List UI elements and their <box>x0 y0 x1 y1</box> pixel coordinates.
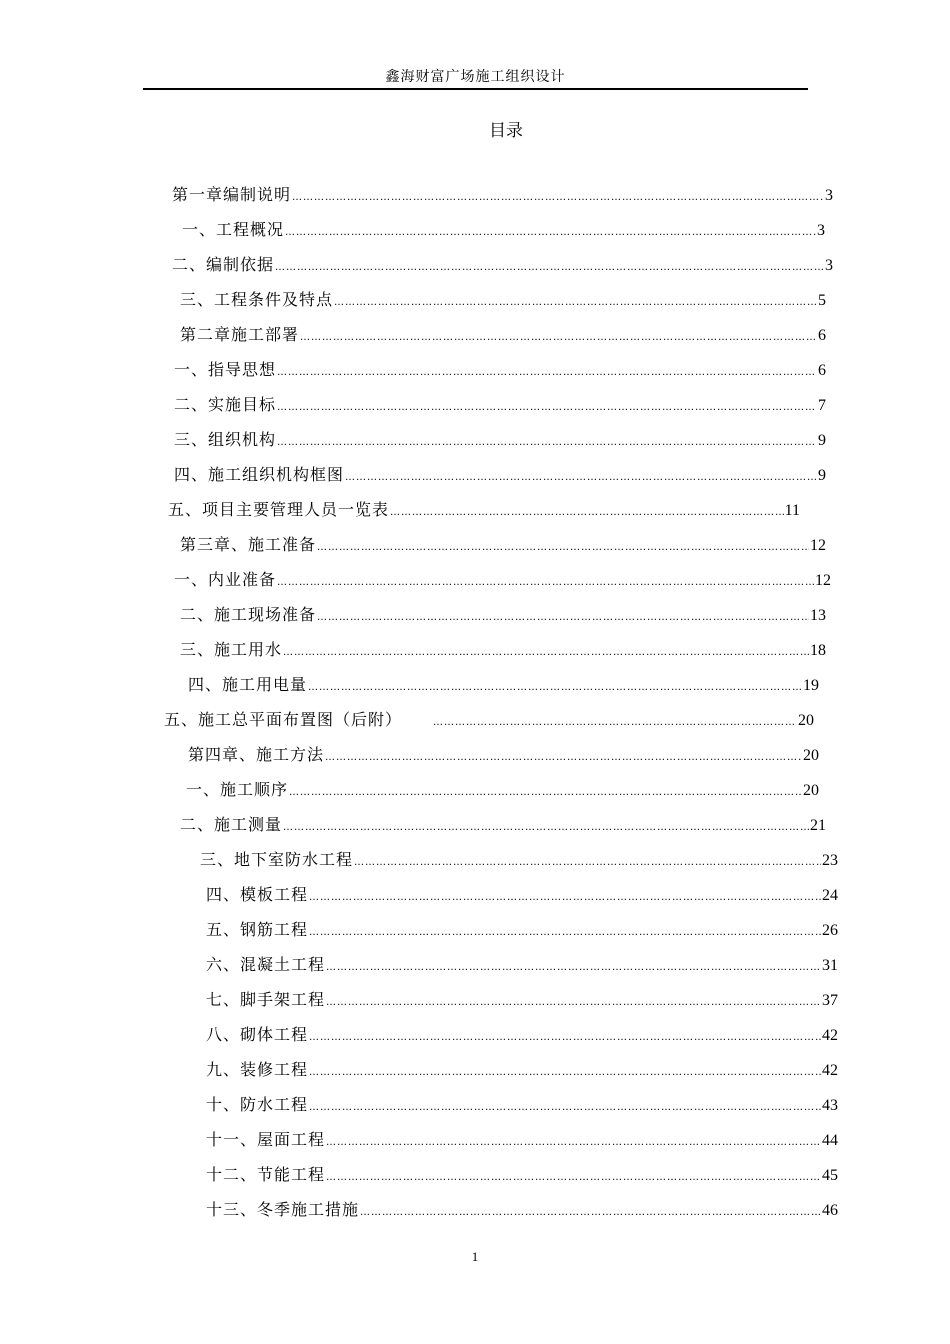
toc-entry-label: 三、地下室防水工程 <box>200 850 354 869</box>
toc-leader <box>277 577 814 588</box>
toc-entry-label: 一、施工顺序 <box>186 780 289 799</box>
toc-leader <box>326 997 821 1008</box>
toc-entry[interactable] <box>206 882 838 906</box>
toc-entry-page: 42 <box>822 1027 838 1044</box>
toc-leader <box>309 892 821 903</box>
toc-leader <box>275 262 824 273</box>
toc-entry[interactable] <box>180 287 826 311</box>
toc-leader <box>277 367 817 378</box>
toc-entry[interactable] <box>182 217 825 241</box>
toc-entry-label: 九、装修工程 <box>206 1060 309 1079</box>
toc-entry-page: 6 <box>818 327 826 344</box>
toc-leader <box>334 297 817 308</box>
toc-leader <box>309 1102 821 1113</box>
toc-entry-page: 3 <box>817 222 825 239</box>
toc-leader <box>283 647 809 658</box>
toc-leader <box>360 1207 821 1218</box>
toc-entry-page: 12 <box>810 537 826 554</box>
toc-entry-page: 45 <box>822 1167 838 1184</box>
toc-entry[interactable] <box>206 1127 838 1151</box>
toc-leader <box>317 542 809 553</box>
toc-entry[interactable] <box>188 742 819 766</box>
toc-entry-page: 23 <box>822 852 838 869</box>
toc-entry-label: 二、实施目标 <box>174 395 277 414</box>
toc-entry-label: 一、内业准备 <box>174 570 277 589</box>
toc-entry-page: 7 <box>818 397 826 414</box>
toc-entry-page: 18 <box>810 642 826 659</box>
toc-entry-page: 3 <box>825 187 833 204</box>
toc-leader <box>390 507 784 518</box>
toc-entry-label: 七、脚手架工程 <box>206 990 326 1009</box>
toc-entry-label: 第四章、施工方法 <box>188 745 325 764</box>
toc-entry-page: 21 <box>810 817 826 834</box>
toc-entry[interactable] <box>174 462 826 486</box>
toc-leader <box>309 1032 821 1043</box>
toc-entry[interactable] <box>180 322 826 346</box>
toc-entry-label: 二、编制依据 <box>172 255 275 274</box>
toc-entry[interactable] <box>174 567 831 591</box>
toc-entry-label: 三、组织机构 <box>174 430 277 449</box>
toc-entry[interactable] <box>174 357 826 381</box>
toc-leader <box>317 612 809 623</box>
page-number: 1 <box>471 1249 479 1264</box>
toc-entry-label: 六、混凝土工程 <box>206 955 326 974</box>
toc-entry[interactable] <box>164 707 814 731</box>
toc-title: 目录 <box>489 121 523 141</box>
toc-leader <box>308 682 802 693</box>
toc-entry-page: 9 <box>818 432 826 449</box>
toc-entry-page: 20 <box>803 782 819 799</box>
toc-entry-page: 37 <box>822 992 838 1009</box>
toc-leader <box>326 962 821 973</box>
toc-entry[interactable] <box>172 182 833 206</box>
toc-entry-page: 46 <box>822 1202 838 1219</box>
header-rule <box>143 88 808 90</box>
toc-entry-label: 五、施工总平面布置图（后附） <box>164 710 403 729</box>
toc-entry-label: 四、施工组织机构框图 <box>174 465 345 484</box>
toc-entry-page: 42 <box>822 1062 838 1079</box>
toc-leader <box>277 402 817 413</box>
toc-entry-label: 三、施工用水 <box>180 640 283 659</box>
toc-entry-label: 十二、节能工程 <box>206 1165 326 1184</box>
toc-entry[interactable] <box>188 672 819 696</box>
toc-entry-label: 第二章施工部署 <box>180 325 300 344</box>
toc-entry-page: 24 <box>822 887 838 904</box>
toc-entry-label: 十三、冬季施工措施 <box>206 1200 360 1219</box>
toc-entry-page: 20 <box>803 747 819 764</box>
toc-entry-label: 十、防水工程 <box>206 1095 309 1114</box>
toc-leader <box>309 927 821 938</box>
toc-entry-label: 四、施工用电量 <box>188 675 308 694</box>
toc-leader <box>326 1172 821 1183</box>
toc-entry-label: 四、模板工程 <box>206 885 309 904</box>
toc-entry[interactable] <box>206 1057 838 1081</box>
toc-entry[interactable] <box>180 532 826 556</box>
toc-entry-label: 八、砌体工程 <box>206 1025 309 1044</box>
toc-leader <box>277 437 817 448</box>
toc-entry-label: 一、指导思想 <box>174 360 277 379</box>
toc-leader <box>345 472 817 483</box>
toc-entry[interactable] <box>206 917 838 941</box>
toc-entry-page: 26 <box>822 922 838 939</box>
toc-entry-label: 十一、屋面工程 <box>206 1130 326 1149</box>
toc-entry[interactable] <box>206 952 838 976</box>
toc-entry-label: 二、施工现场准备 <box>180 605 317 624</box>
toc-entry-page: 9 <box>818 467 826 484</box>
toc-entry-page: 31 <box>822 957 838 974</box>
toc-entry-page: 6 <box>818 362 826 379</box>
toc-entry[interactable] <box>172 252 833 276</box>
toc-entry-page: 11 <box>784 502 800 519</box>
toc-entry-page: 19 <box>803 677 819 694</box>
toc-leader <box>300 332 817 343</box>
toc-entry-label: 五、钢筋工程 <box>206 920 309 939</box>
toc-entry-page: 3 <box>825 257 833 274</box>
toc-entry-label: 第三章、施工准备 <box>180 535 317 554</box>
toc-entry[interactable] <box>180 812 826 836</box>
toc-leader <box>326 1137 821 1148</box>
toc-entry-page: 43 <box>822 1097 838 1114</box>
toc-entry[interactable] <box>206 1092 838 1116</box>
toc-leader <box>325 752 802 763</box>
toc-entry-label: 第一章编制说明 <box>172 185 292 204</box>
toc-leader <box>433 717 797 728</box>
toc-leader <box>354 857 821 868</box>
toc-entry[interactable] <box>174 392 826 416</box>
toc-entry[interactable] <box>180 637 826 661</box>
toc-entry[interactable] <box>206 1162 838 1186</box>
toc-entry-page: 13 <box>810 607 826 624</box>
toc-leader <box>309 1067 821 1078</box>
toc-entry-page: 12 <box>815 572 831 589</box>
toc-entry[interactable] <box>168 497 800 521</box>
toc-entry-label: 五、项目主要管理人员一览表 <box>168 500 390 519</box>
toc-entry[interactable] <box>186 777 819 801</box>
toc-entry-label: 三、工程条件及特点 <box>180 290 334 309</box>
toc-entry[interactable] <box>206 1022 838 1046</box>
toc-entry[interactable] <box>206 987 838 1011</box>
toc-entry[interactable] <box>200 847 838 871</box>
toc-entry-label: 一、工程概况 <box>182 220 285 239</box>
toc-entry[interactable] <box>180 602 826 626</box>
running-header: 鑫海财富广场施工组织设计 <box>385 69 566 85</box>
toc-leader <box>292 192 824 203</box>
toc-entry-page: 20 <box>798 712 814 729</box>
toc-leader <box>283 822 809 833</box>
toc-entry-page: 44 <box>822 1132 838 1149</box>
toc-entry-label: 二、施工测量 <box>180 815 283 834</box>
toc-entry-page: 5 <box>818 292 826 309</box>
toc-entry[interactable] <box>206 1197 838 1221</box>
toc-entry[interactable] <box>174 427 826 451</box>
toc-leader <box>289 787 802 798</box>
toc-leader <box>285 227 816 238</box>
